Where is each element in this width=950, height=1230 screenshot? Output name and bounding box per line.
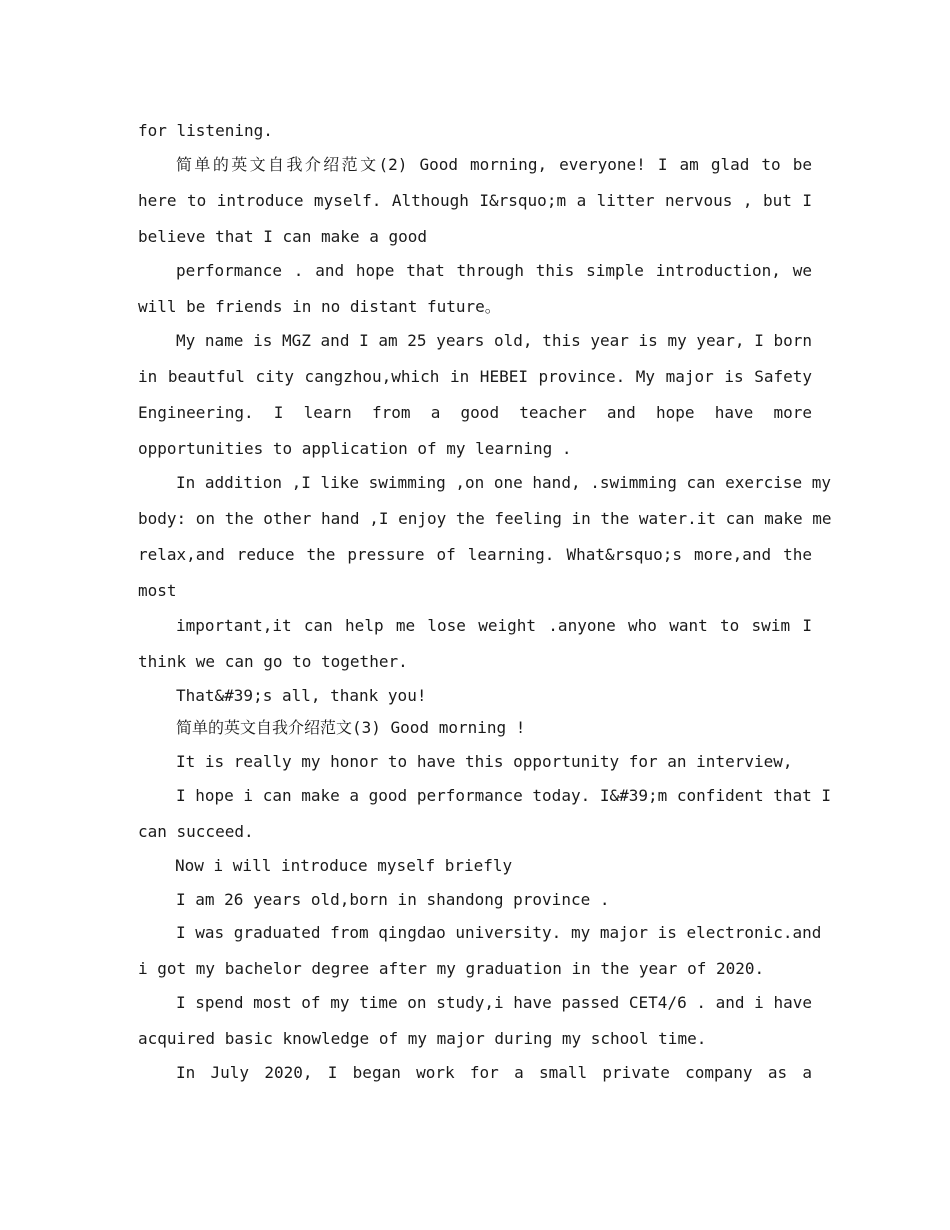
- text-line: most: [138, 581, 177, 600]
- text-line: in beautful city cangzhou,which in HEBEI province. My major is Safety: [138, 367, 812, 386]
- text-line: can succeed.: [138, 822, 254, 841]
- text-line: Now i will introduce myself briefly: [175, 856, 513, 875]
- text-line: i got my bachelor degree after my graduation in the year of 2020.: [138, 959, 765, 978]
- text-line: It is really my honor to have this opportunity for an interview,: [176, 752, 793, 771]
- text-line: I was graduated from qingdao university. my major is electronic.and: [176, 923, 822, 942]
- text-line: relax,and reduce the pressure of learning. What&rsquo;s more,and the: [138, 545, 812, 564]
- text-line: My name is MGZ and I am 25 years old, this year is my year, I born: [176, 331, 812, 350]
- text-line: here to introduce myself. Although I&rsquo;m a litter nervous , but I: [138, 191, 812, 210]
- text-line: Engineering. I learn from a good teacher and hope have more: [138, 403, 812, 422]
- text-line: performance . and hope that through this simple introduction, we: [176, 261, 812, 280]
- text-line: In addition ,I like swimming ,on one hand, .swimming can exercise my: [176, 473, 832, 492]
- text-line: I hope i can make a good performance today. I&#39;m confident that I: [176, 786, 832, 805]
- text-line: In July 2020, I began work for a small private company as a: [176, 1063, 812, 1082]
- text-line: will be friends in no distant future。: [138, 297, 501, 316]
- text-line: think we can go to together.: [138, 652, 408, 671]
- section-heading-line: 简单的英文自我介绍范文(3) Good morning !: [176, 718, 526, 737]
- text-line: for listening.: [138, 121, 273, 140]
- text-line: I am 26 years old,born in shandong province .: [176, 890, 610, 909]
- text-line: body: on the other hand ,I enjoy the feeling in the water.it can make me: [138, 509, 832, 528]
- text-line: acquired basic knowledge of my major during my school time.: [138, 1029, 707, 1048]
- text-line: opportunities to application of my learning .: [138, 439, 572, 458]
- text-line: I spend most of my time on study,i have passed CET4/6 . and i have: [176, 993, 812, 1012]
- text-line: important,it can help me lose weight .anyone who want to swim I: [176, 616, 812, 635]
- section-heading-line: 简单的英文自我介绍范文(2) Good morning, everyone! I am glad to be: [176, 155, 812, 174]
- text-line: believe that I can make a good: [138, 227, 427, 246]
- text-line: That&#39;s all, thank you!: [176, 686, 427, 705]
